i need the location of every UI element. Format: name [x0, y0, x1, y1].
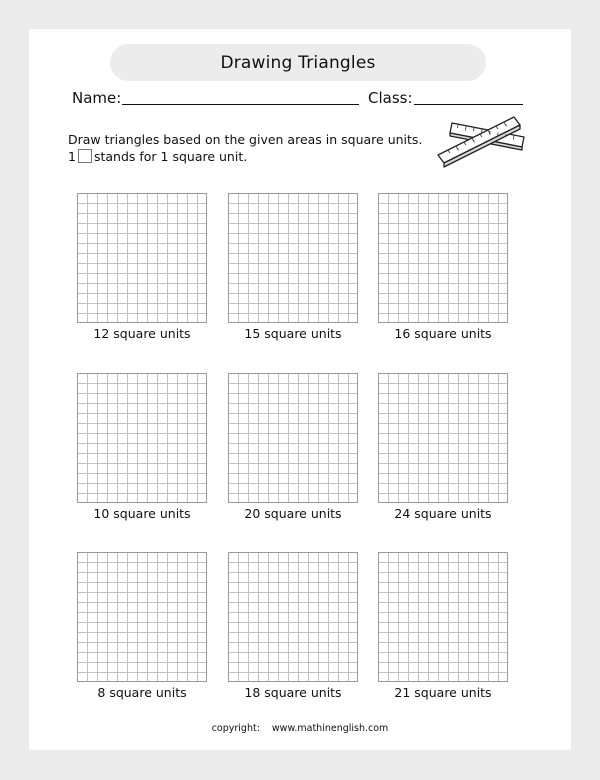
drawing-grid-10[interactable]	[77, 373, 207, 503]
grid-caption: 24 square units	[394, 506, 492, 521]
drawing-grid-21[interactable]	[378, 552, 508, 682]
unit-square-icon	[78, 149, 92, 163]
grid-caption: 20 square units	[244, 506, 342, 521]
worksheet-page	[29, 29, 571, 750]
class-field[interactable]	[414, 104, 523, 105]
grid-caption: 8 square units	[97, 685, 187, 700]
grid-caption: 12 square units	[93, 326, 191, 341]
drawing-grid-8[interactable]	[77, 552, 207, 682]
unit-legend-number: 1	[68, 149, 76, 164]
name-label: Name:	[72, 89, 122, 107]
unit-legend-text: stands for 1 square unit.	[93, 149, 248, 164]
copyright-footer	[29, 723, 571, 734]
drawing-grid-16[interactable]	[378, 193, 508, 323]
grid-caption: 16 square units	[394, 326, 492, 341]
grid-caption: 10 square units	[93, 506, 191, 521]
drawing-grid-18[interactable]	[228, 552, 358, 682]
ruler-icon	[434, 111, 534, 173]
website-link[interactable]: www.mathinenglish.com	[271, 723, 389, 734]
drawing-grid-15[interactable]	[228, 193, 358, 323]
class-label: Class:	[368, 89, 413, 107]
unit-legend	[68, 149, 247, 164]
drawing-grid-24[interactable]	[378, 373, 508, 503]
name-field[interactable]	[122, 104, 359, 105]
copyright-label: copyright:	[211, 723, 260, 734]
grid-caption: 18 square units	[244, 685, 342, 700]
instruction-text: Draw triangles based on the given areas in square units.	[68, 132, 423, 147]
grid-caption: 15 square units	[244, 326, 342, 341]
page-title: Drawing Triangles	[110, 44, 486, 81]
drawing-grid-20[interactable]	[228, 373, 358, 503]
drawing-grid-12[interactable]	[77, 193, 207, 323]
grid-caption: 21 square units	[394, 685, 492, 700]
